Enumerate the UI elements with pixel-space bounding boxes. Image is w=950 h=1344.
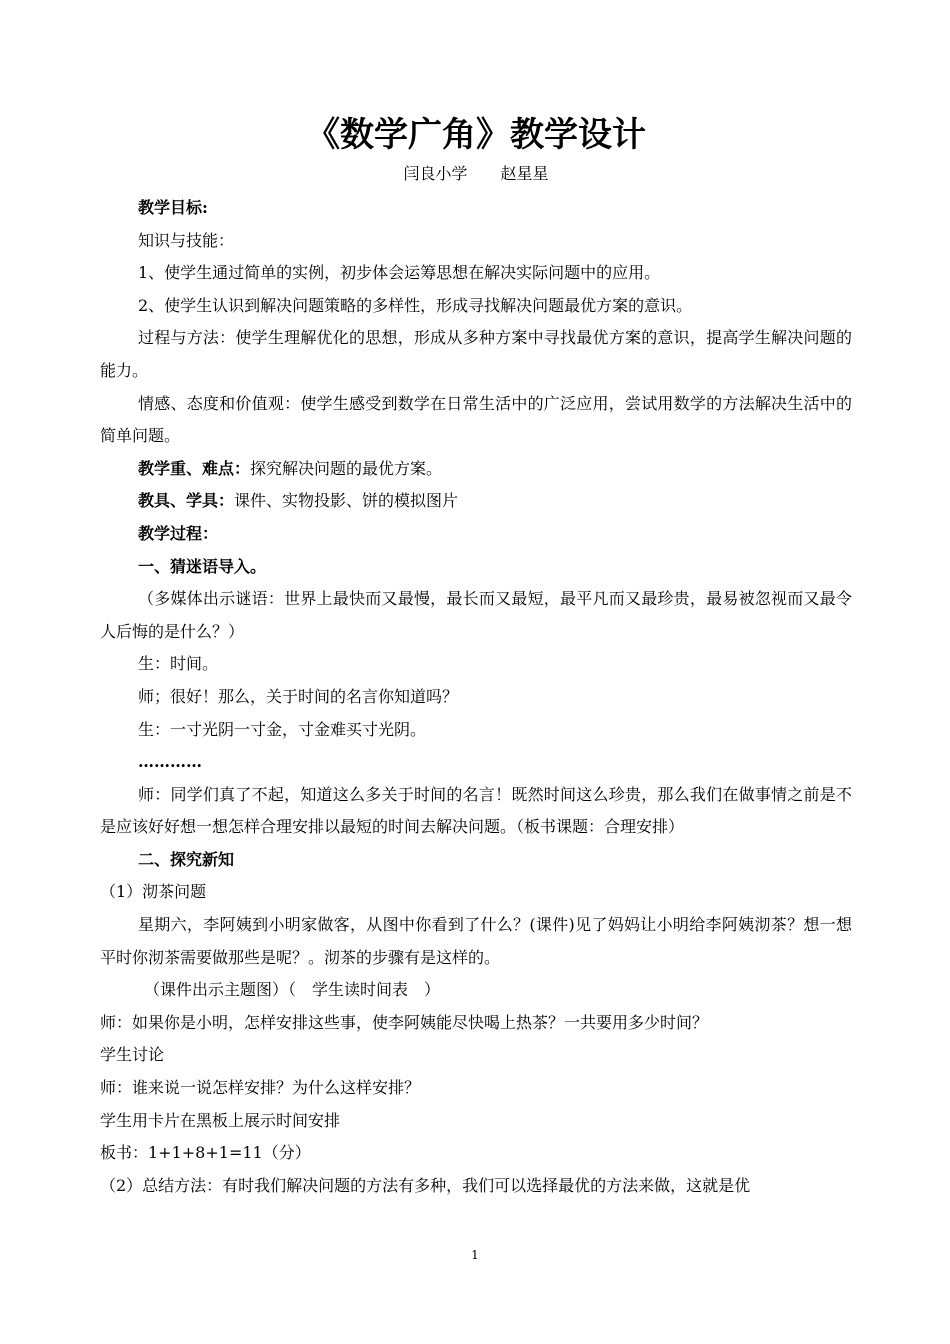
paragraph (100, 1105, 852, 1138)
document-title: 《数学广角》教学设计 (306, 115, 646, 155)
paragraph-text: 师；很好！那么，关于时间的名言你知道吗？ (138, 686, 459, 706)
paragraph (100, 583, 852, 648)
paragraph-bold-lead: 一、猜迷语导入。 (138, 556, 267, 576)
paragraph-text: 生：一寸光阴一寸金，寸金难买寸光阴。 (138, 719, 427, 739)
paragraph-text: 学生讨论 (100, 1045, 165, 1065)
paragraph-text: 师：同学们真了不起，知道这么多关于时间的名言！既然时间这么珍贵，那么我们在做事情之前是不是应该好好想一想怎样合理安排以最短的时间去解决问题。（板书课题：合理安排） (100, 784, 852, 837)
paragraph (100, 1072, 852, 1105)
paragraph-bold-lead: 教学目标: (138, 198, 208, 217)
paragraph (100, 1039, 852, 1072)
paragraph (100, 257, 852, 290)
paragraph-key-points (100, 453, 852, 486)
paragraph-text: 板书：1+1+8+1=11（分） (100, 1143, 311, 1163)
paragraph-text: 生：时间。 (138, 654, 219, 674)
paragraph-teaching-aids (100, 485, 852, 518)
paragraph (100, 1170, 852, 1203)
document-author: 闫良小学 赵星星 (403, 164, 549, 183)
paragraph-text: 情感、态度和价值观：使学生感受到数学在日常生活中的广泛应用，尝试用数学的方法解决生活中的简单问题。 (100, 393, 852, 446)
paragraph-text: （多媒体出示谜语：世界上最快而又最慢，最长而又最短，最平凡而又最珍贵，最易被忽视而又最令人后悔的是什么？） (100, 589, 852, 641)
page-number: 1 (471, 1248, 479, 1262)
paragraph (100, 648, 852, 681)
paragraph-bold-lead: 教学过程： (138, 523, 219, 543)
paragraph-text: 知识与技能： (138, 230, 235, 250)
paragraph-text: 2、使学生认识到解决问题策略的多样性，形成寻找解决问题最优方案的意识。 (138, 295, 693, 315)
paragraph (100, 322, 852, 387)
paragraph-teaching-goals (100, 192, 852, 225)
paragraph-bold-lead: 二、探究新知 (138, 849, 235, 869)
paragraph (100, 974, 852, 1007)
paragraph-bold-lead: ………… (138, 752, 202, 772)
document-page (100, 110, 852, 1202)
paragraph-bold-lead: 教具、学具： (138, 491, 235, 511)
section-heading-2 (100, 844, 852, 877)
paragraph (100, 876, 852, 909)
paragraph-bold-lead: 教学重、难点： (138, 458, 251, 478)
paragraph-text: 探究解决问题的最优方案。 (250, 458, 443, 478)
paragraph-text: 课件、实物投影、饼的模拟图片 (234, 491, 459, 511)
paragraph-text: 过程与方法：使学生理解优化的思想，形成从多种方案中寻找最优方案的意识，提高学生解决问题的能力。 (100, 328, 852, 380)
paragraph-text: 师：谁来说一说怎样安排？为什么这样安排？ (100, 1078, 421, 1098)
section-heading-1 (100, 551, 852, 584)
paragraph-text: 星期六，李阿姨到小明家做客，从图中你看到了什么？(课件)见了妈妈让小明给李阿姨沏茶？想一想平时你沏茶需要做那些是呢？。沏茶的步骤有是这样的。 (100, 915, 852, 967)
paragraph-text: （课件出示主题图）（ 学生读时间表 ） (144, 980, 441, 1000)
paragraph (100, 1007, 852, 1040)
paragraph-text: 学生用卡片在黑板上展示时间安排 (100, 1110, 341, 1130)
paragraph (100, 681, 852, 714)
paragraph-teaching-process (100, 518, 852, 551)
paragraph-text: 1、使学生通过简单的实例，初步体会运筹思想在解决实际问题中的应用。 (138, 263, 661, 283)
paragraph (100, 290, 852, 323)
paragraph (100, 909, 852, 974)
paragraph-text: （1）沏茶问题 (100, 882, 207, 902)
paragraph (100, 1137, 852, 1170)
ellipsis-line (100, 746, 852, 779)
paragraph (100, 714, 852, 747)
paragraph (100, 779, 852, 844)
paragraph (100, 388, 852, 453)
paragraph-text: （2）总结方法：有时我们解决问题的方法有多种，我们可以选择最优的方法来做，这就是优 (100, 1175, 751, 1195)
paragraph (100, 225, 852, 258)
paragraph-text: 师：如果你是小明，怎样安排这些事，使李阿姨能尽快喝上热茶？一共要用多少时间？ (100, 1012, 709, 1032)
